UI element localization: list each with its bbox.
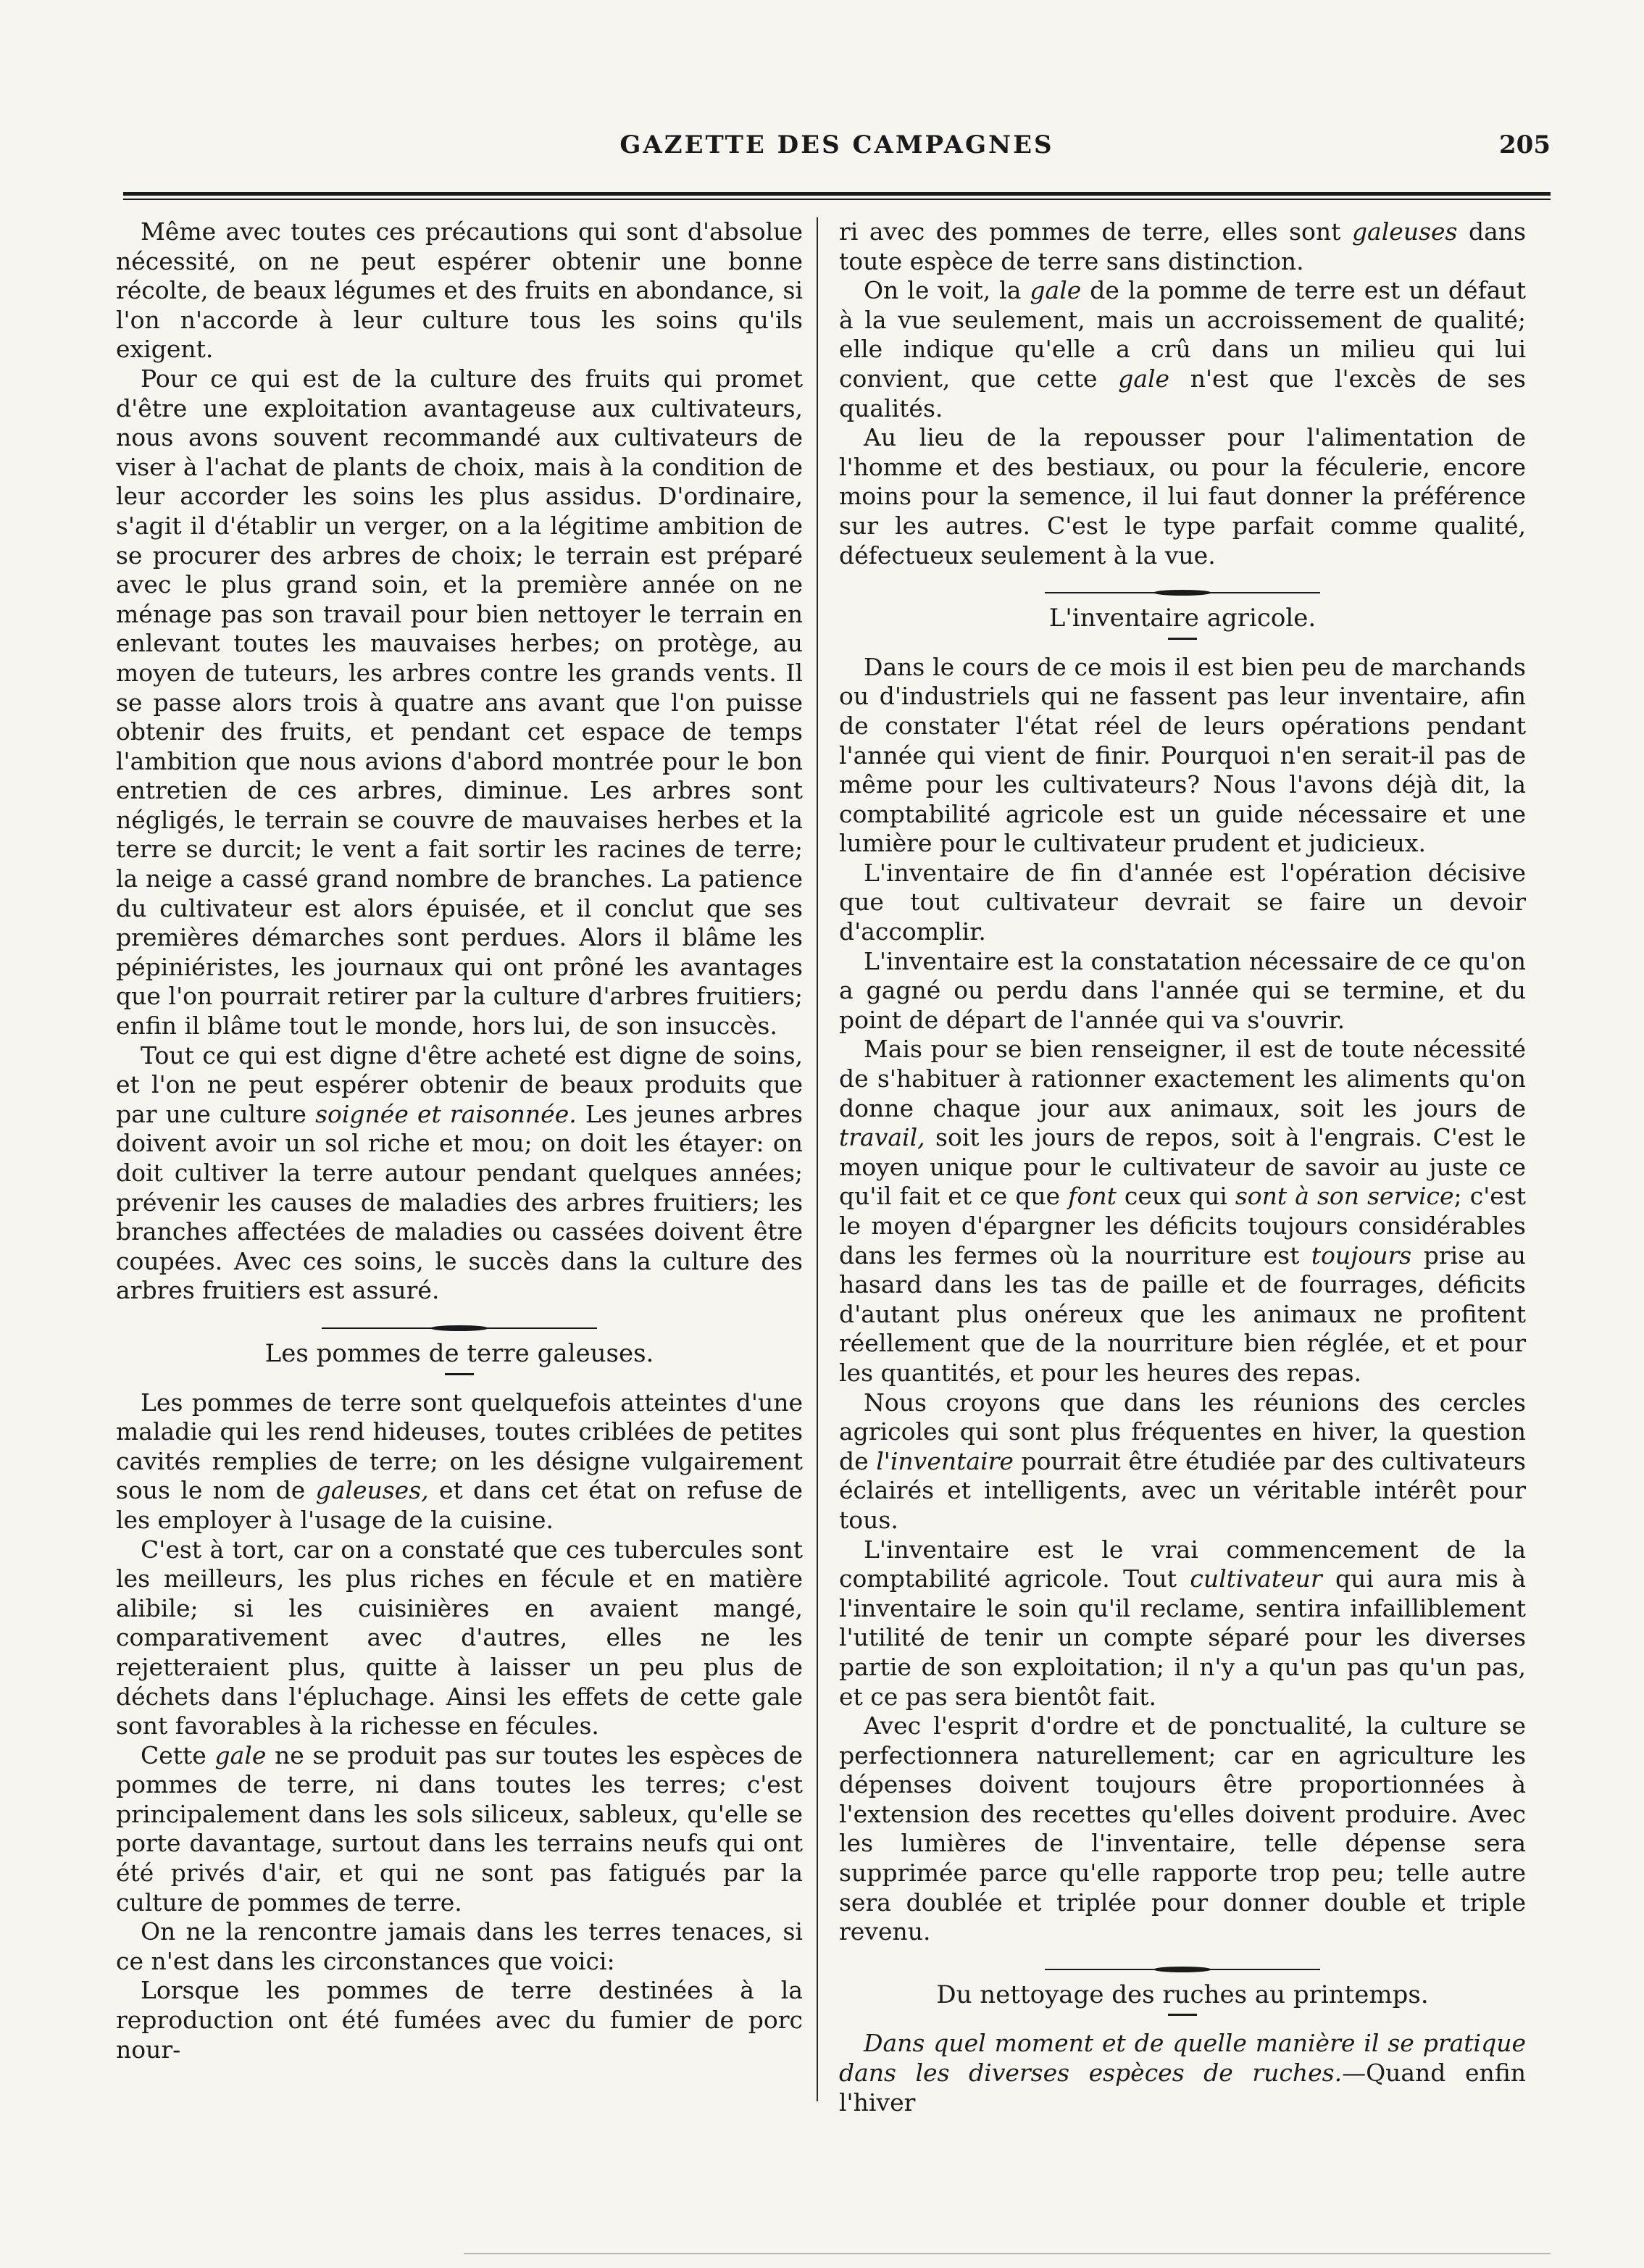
paragraph: Tout ce qui est digne d'être acheté est digne de soins, et l'on ne peut espérer obtenir de beaux produits que par une culture soignée et raisonnée. Les jeunes arbres doivent avoir un sol riche et mou; on doit les étayer: on doit cultiver la terre autour pendant quelques années; prévenir les causes de maladies des arbres fruitiers; les branches affectées de maladies ou cassées doivent être coupées. Avec ces soins, le succès dans la culture des arbres fruitiers est assuré. xyxy=(116,1041,803,1305)
paragraph: L'inventaire de fin d'année est l'opération décisive que tout cultivateur devrait se faire un devoir d'accomplir. xyxy=(839,858,1526,946)
paragraph: Lorsque les pommes de terre destinées à la reproduction ont été fumées avec du fumier de porc nour- xyxy=(116,1976,803,2064)
paragraph: Les pommes de terre sont quelquefois atteintes d'une maladie qui les rend hideuses, toutes criblées de petites cavités remplies de terre; on les désigne vulgairement sous le nom de galeuses, et dans cet état on refuse de les employer à l'usage de la cuisine. xyxy=(116,1388,803,1534)
section-heading: Du nettoyage des ruches au printemps. xyxy=(936,1980,1429,2009)
paragraph: Au lieu de la repousser pour l'alimentation de l'homme et des bestiaux, ou pour la féculerie, encore moins pour la semence, il lui faut donner la préférence sur les autres. C'est le type parfait comme qualité, défectueux seulement à la vue. xyxy=(839,423,1526,570)
heading-dash xyxy=(445,1373,474,1375)
right-column xyxy=(839,217,1526,2117)
paragraph: Mais pour se bien renseigner, il est de toute nécessité de s'habituer à rationner exactement les aliments qu'on donne chaque jour aux animaux, soit les jours de travail, soit les jours de repos, soit à l'engrais. C'est le moyen unique pour le cultivateur de savoir au juste ce qu'il fait et ce que font ceux qui sont à son service; c'est le moyen d'épargner les déficits toujours considérables dans les fermes où la nourriture est toujours prise au hasard dans les tas de paille et de fourrages, déficits d'autant plus onéreux que les animaux ne profitent réellement que de la nourriture bien réglée, et et pour les quantités, et pour les heures des repas. xyxy=(839,1035,1526,1387)
section-heading: Les pommes de terre galeuses. xyxy=(264,1338,654,1368)
heading-dash xyxy=(1168,2014,1197,2016)
paragraph: Pour ce qui est de la culture des fruits qui promet d'être une exploitation avantageuse aux cultivateurs, nous avons souvent recommandé aux cultivateurs de viser à l'achat de plants de choix, mais à la condition de leur accorder les soins les plus assidus. D'ordinaire, s'agit il d'établir un verger, on a la légitime ambition de se procurer des arbres de choix; le terrain est préparé avec le plus grand soin, et la première année on ne ménage pas son travail pour bien nettoyer le terrain en enlevant toutes les mauvaises herbes; on protège, au moyen de tuteurs, les arbres contre les grands vents. Il se passe alors trois à quatre ans avant que l'on puisse obtenir des fruits, et pendant cet espace de temps l'ambition que nous avions d'abord montrée pour le bon entretien de ces arbres, diminue. Les arbres sont négligés, le terrain se couvre de mauvaises herbes et la terre se durcit; le vent a fait sortir les racines de terre; la neige a cassé grand nombre de branches. La patience du cultivateur est alors épuisée, et il conclut que ses premières démarches sont perdues. Alors il blâme les pépiniéristes, les journaux qui ont prôné les avantages que l'on pourrait retirer par la culture d'arbres fruitiers; enfin il blâme tout le monde, hors lui, de son insuccès. xyxy=(116,364,803,1041)
section-separator xyxy=(1045,588,1320,598)
paragraph: ri avec des pommes de terre, elles sont galeuses dans toute espèce de terre sans distinction. xyxy=(839,217,1526,275)
paragraph: Dans le cours de ce mois il est bien peu de marchands ou d'industriels qui ne fassent pas leur inventaire, afin de constater l'état réel de leurs opérations pendant l'année qui vient de finir. Pourquoi n'en serait-il pas de même pour les cultivateurs? Nous l'avons déjà dit, la comptabilité agricole est un guide nécessaire et une lumière pour le cultivateur prudent et judicieux. xyxy=(839,652,1526,858)
column-divider xyxy=(817,217,818,2101)
header-double-rule xyxy=(123,192,1551,200)
section-separator xyxy=(322,1323,597,1333)
paragraph: On ne la rencontre jamais dans les terres tenaces, si ce n'est dans les circonstances que voici: xyxy=(116,1917,803,1975)
left-column xyxy=(116,217,803,2064)
paragraph: C'est à tort, car on a constaté que ces tubercules sont les meilleurs, les plus riches en fécule et en matière alibile; si les cuisinières en avaient mangé, comparativement avec d'autres, elles ne les rejetteraient plus, quitte à laisser un peu plus de déchets dans l'épluchage. Ainsi les effets de cette gale sont favorables à la richesse en fécules. xyxy=(116,1535,803,1740)
paragraph: L'inventaire est le vrai commencement de la comptabilité agricole. Tout cultivateur qui aura mis à l'inventaire le soin qu'il reclame, sentira infailliblement l'utilité de tenir un compte séparé pour les diverses partie de son exploitation; il n'y a qu'un pas qu'un pas, et ce pas sera bientôt fait. xyxy=(839,1535,1526,1711)
paragraph: Cette gale ne se produit pas sur toutes les espèces de pommes de terre, ni dans toutes les terres; c'est principalement dans les sols siliceux, sableux, qu'elle se porte davantage, surtout dans les terrains neufs qui ont été privés d'air, et qui ne sont pas fatigués par la culture de pommes de terre. xyxy=(116,1740,803,1917)
paragraph: L'inventaire est la constatation nécessaire de ce qu'on a gagné ou perdu dans l'année qui se termine, et du point de départ de l'année qui va s'ouvrir. xyxy=(839,946,1526,1034)
section-separator xyxy=(1045,1964,1320,1975)
page-header xyxy=(123,130,1551,167)
paragraph: Même avec toutes ces précautions qui sont d'absolue nécessité, on ne peut espérer obtenir une bonne récolte, de beaux légumes et des fruits en abondance, si l'on n'accorde à leur culture tous les soins qu'ils exigent. xyxy=(116,217,803,364)
paragraph: Nous croyons que dans les réunions des cercles agricoles qui sont plus fréquentes en hiver, la question de l'inventaire pourrait être étudiée par des cultivateurs éclairés et intelligents, avec un véritable intérêt pour tous. xyxy=(839,1388,1526,1534)
newspaper-title: GAZETTE DES CAMPAGNES xyxy=(619,130,1054,159)
page-number: 205 xyxy=(1499,130,1551,159)
paragraph: Avec l'esprit d'ordre et de ponctualité, la culture se perfectionnera naturellement; car en agriculture les dépenses doivent toujours être proportionnées à l'extension des recettes qu'elles doivent produire. Avec les lumières de l'inventaire, telle dépense sera supprimée parce qu'elle rapporte trop peu; telle autre sera doublée et triplée pour donner double et triple revenu. xyxy=(839,1712,1526,1946)
paragraph: Dans quel moment et de quelle manière il se pratique dans les diverses espèces de ruches.—Quand enfin l'hiver xyxy=(839,2029,1526,2117)
section-heading: L'inventaire agricole. xyxy=(1048,604,1317,633)
heading-dash xyxy=(1168,638,1197,640)
paragraph: On le voit, la gale de la pomme de terre est un défaut à la vue seulement, mais un accroissement de qualité; elle indique qu'elle a crû dans un milieu qui lui convient, que cette gale n'est que l'excès de ses qualités. xyxy=(839,276,1526,422)
